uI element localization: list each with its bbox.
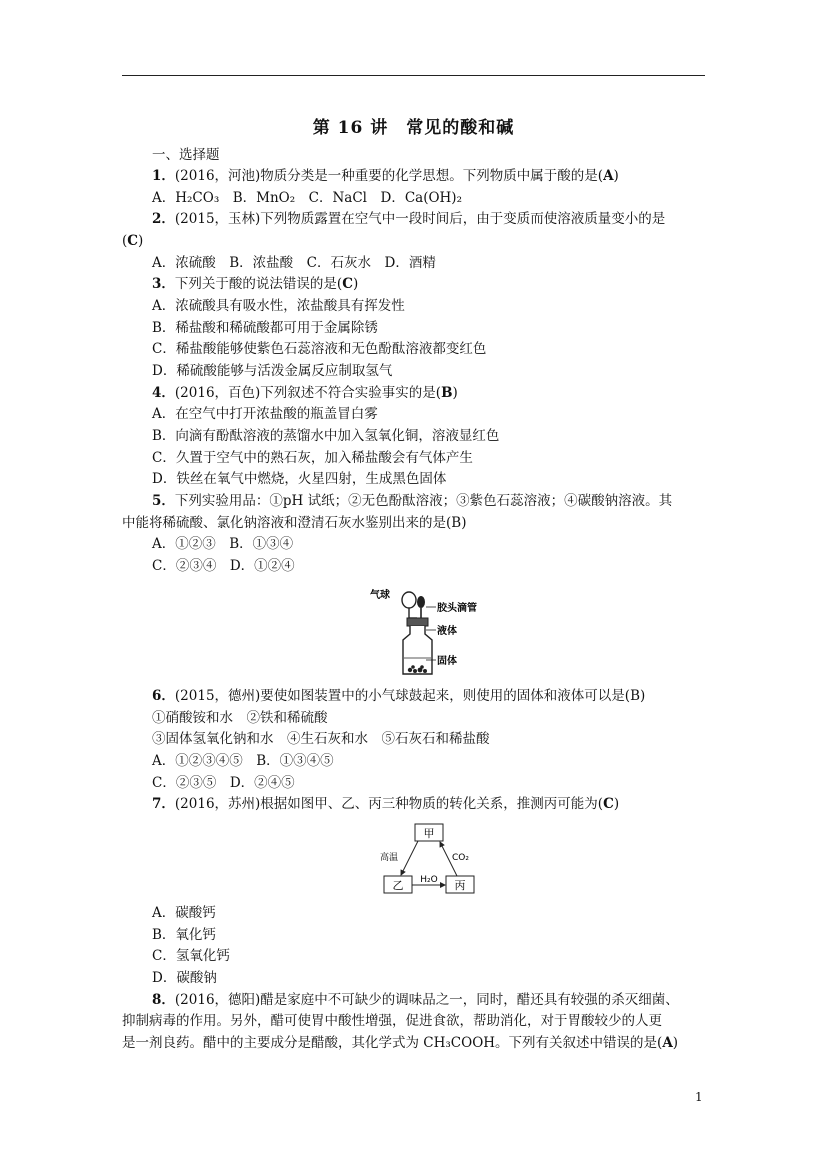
q6-stem: 6．(2015，德州)要使如图装置中的小气球鼓起来，则使用的固体和液体可以是(B) xyxy=(152,688,646,704)
dropper-bulb-icon xyxy=(417,596,425,608)
q4-option-c: C．久置于空气中的熟石灰，加入稀盐酸会有气体产生 xyxy=(152,450,473,466)
q6-options-1: A．①②③④⑤ B．①③④⑤ xyxy=(152,753,334,769)
svg-text:丙: 丙 xyxy=(454,879,466,892)
balloon-label: 气球 xyxy=(370,590,390,601)
q2-options: A．浓硫酸 B．浓盐酸 C．石灰水 D．酒精 xyxy=(152,255,436,271)
q3-option-a: A．浓硫酸具有吸水性，浓盐酸具有挥发性 xyxy=(152,298,405,314)
q3-answer: C xyxy=(342,276,353,292)
q8-answer: A xyxy=(662,1035,673,1051)
q1-options: A．H₂CO₃ B．MnO₂ C．NaCl D．Ca(OH)₂ xyxy=(152,190,462,206)
q8-line-3: 是一剂良药。醋中的主要成分是醋酸，其化学式为 CH₃COOH。下列有关叙述中错误的是(A) xyxy=(122,1035,679,1051)
liquid-label: 液体 xyxy=(437,626,457,637)
svg-text:甲: 甲 xyxy=(423,827,435,840)
q3-stem: 3．下列关于酸的说法错误的是(C) xyxy=(152,276,359,292)
q5-stem-2: 中能将稀硫酸、氯化钠溶液和澄清石灰水鉴别出来的是(B) xyxy=(122,515,467,531)
q4-option-a: A．在空气中打开浓盐酸的瓶盖冒白雾 xyxy=(152,406,378,422)
q1-stem: 1．(2016，河池)物质分类是一种重要的化学思想。下列物质中属于酸的是(A) xyxy=(152,168,619,184)
high-temp-label: 高温 xyxy=(380,853,399,863)
h2o-label: H₂O xyxy=(420,875,438,885)
q7-stem: 7．(2016，苏州)根据如图甲、乙、丙三种物质的转化关系，推测丙可能为(C) xyxy=(152,796,620,812)
q3-option-c: C．稀盐酸能够使紫色石蕊溶液和无色酚酞溶液都变红色 xyxy=(152,341,487,357)
q4-option-d: D．铁丝在氧气中燃烧，火星四射，生成黑色固体 xyxy=(152,471,447,487)
solid-label: 固体 xyxy=(437,656,457,667)
q6-options-2: C．②③⑤ D．②④⑤ xyxy=(152,775,295,791)
q4-answer: B xyxy=(441,385,453,401)
q5-stem: 5．下列实验用品：①pH 试纸；②无色酚酞溶液；③紫色石蕊溶液；④碳酸钠溶液。其 xyxy=(152,493,673,509)
apparatus-figure xyxy=(370,584,500,680)
q7-option-a: A．碳酸钙 xyxy=(152,905,216,921)
q7-option-b: B．氧化钙 xyxy=(152,927,216,943)
balloon-icon xyxy=(402,592,416,608)
bottle-icon xyxy=(403,626,432,674)
section-heading: 一、选择题 xyxy=(152,147,220,163)
q1-answer: A xyxy=(603,168,614,184)
page-title: 第 16 讲 常见的酸和碱 xyxy=(312,118,515,138)
page-number: 1 xyxy=(695,1090,703,1104)
co2-label: CO₂ xyxy=(452,853,469,863)
conversion-diagram xyxy=(374,822,484,896)
q2-answer: C xyxy=(127,233,139,249)
q6-answer: B xyxy=(630,688,640,704)
q4-option-b: B．向滴有酚酞溶液的蒸馏水中加入氢氧化铜，溶液显红色 xyxy=(152,428,500,444)
q8-line-2: 抑制病毒的作用。另外，醋可使胃中酸性增强，促进食欲，帮助消化，对于胃酸较少的人更 xyxy=(122,1013,662,1029)
q5-options-2: C．②③④ D．①②④ xyxy=(152,558,295,574)
q7-answer: C xyxy=(603,796,614,812)
svg-text:乙: 乙 xyxy=(392,879,404,892)
q6-items-2: ③固体氢氧化钠和水 ④生石灰和水 ⑤石灰石和稀盐酸 xyxy=(152,731,490,747)
q2-stem: 2．(2015，玉林)下列物质露置在空气中一段时间后，由于变质而使溶液质量变小的是 xyxy=(152,211,666,227)
q8-line-1: 8．(2016，德阳)醋是家庭中不可缺少的调味品之一，同时，醋还具有较强的杀灭细菌、 xyxy=(152,992,679,1008)
q7-option-d: D．碳酸钠 xyxy=(152,970,217,986)
q4-stem: 4．(2016，百色)下列叙述不符合实验事实的是(B) xyxy=(152,385,458,401)
q6-items-1: ①硝酸铵和水 ②铁和稀硫酸 xyxy=(152,710,328,726)
q2-answer-line: (C) xyxy=(122,233,144,249)
header-rule xyxy=(122,75,705,76)
q5-answer: B xyxy=(451,515,462,531)
q5-options-1: A．①②③ B．①③④ xyxy=(152,536,294,552)
q3-option-d: D．稀硫酸能够与活泼金属反应制取氢气 xyxy=(152,363,393,379)
q7-option-c: C．氢氧化钙 xyxy=(152,948,230,964)
q3-option-b: B．稀盐酸和稀硫酸都可用于金属除锈 xyxy=(152,320,378,336)
dropper-label: 胶头滴管 xyxy=(437,603,477,614)
